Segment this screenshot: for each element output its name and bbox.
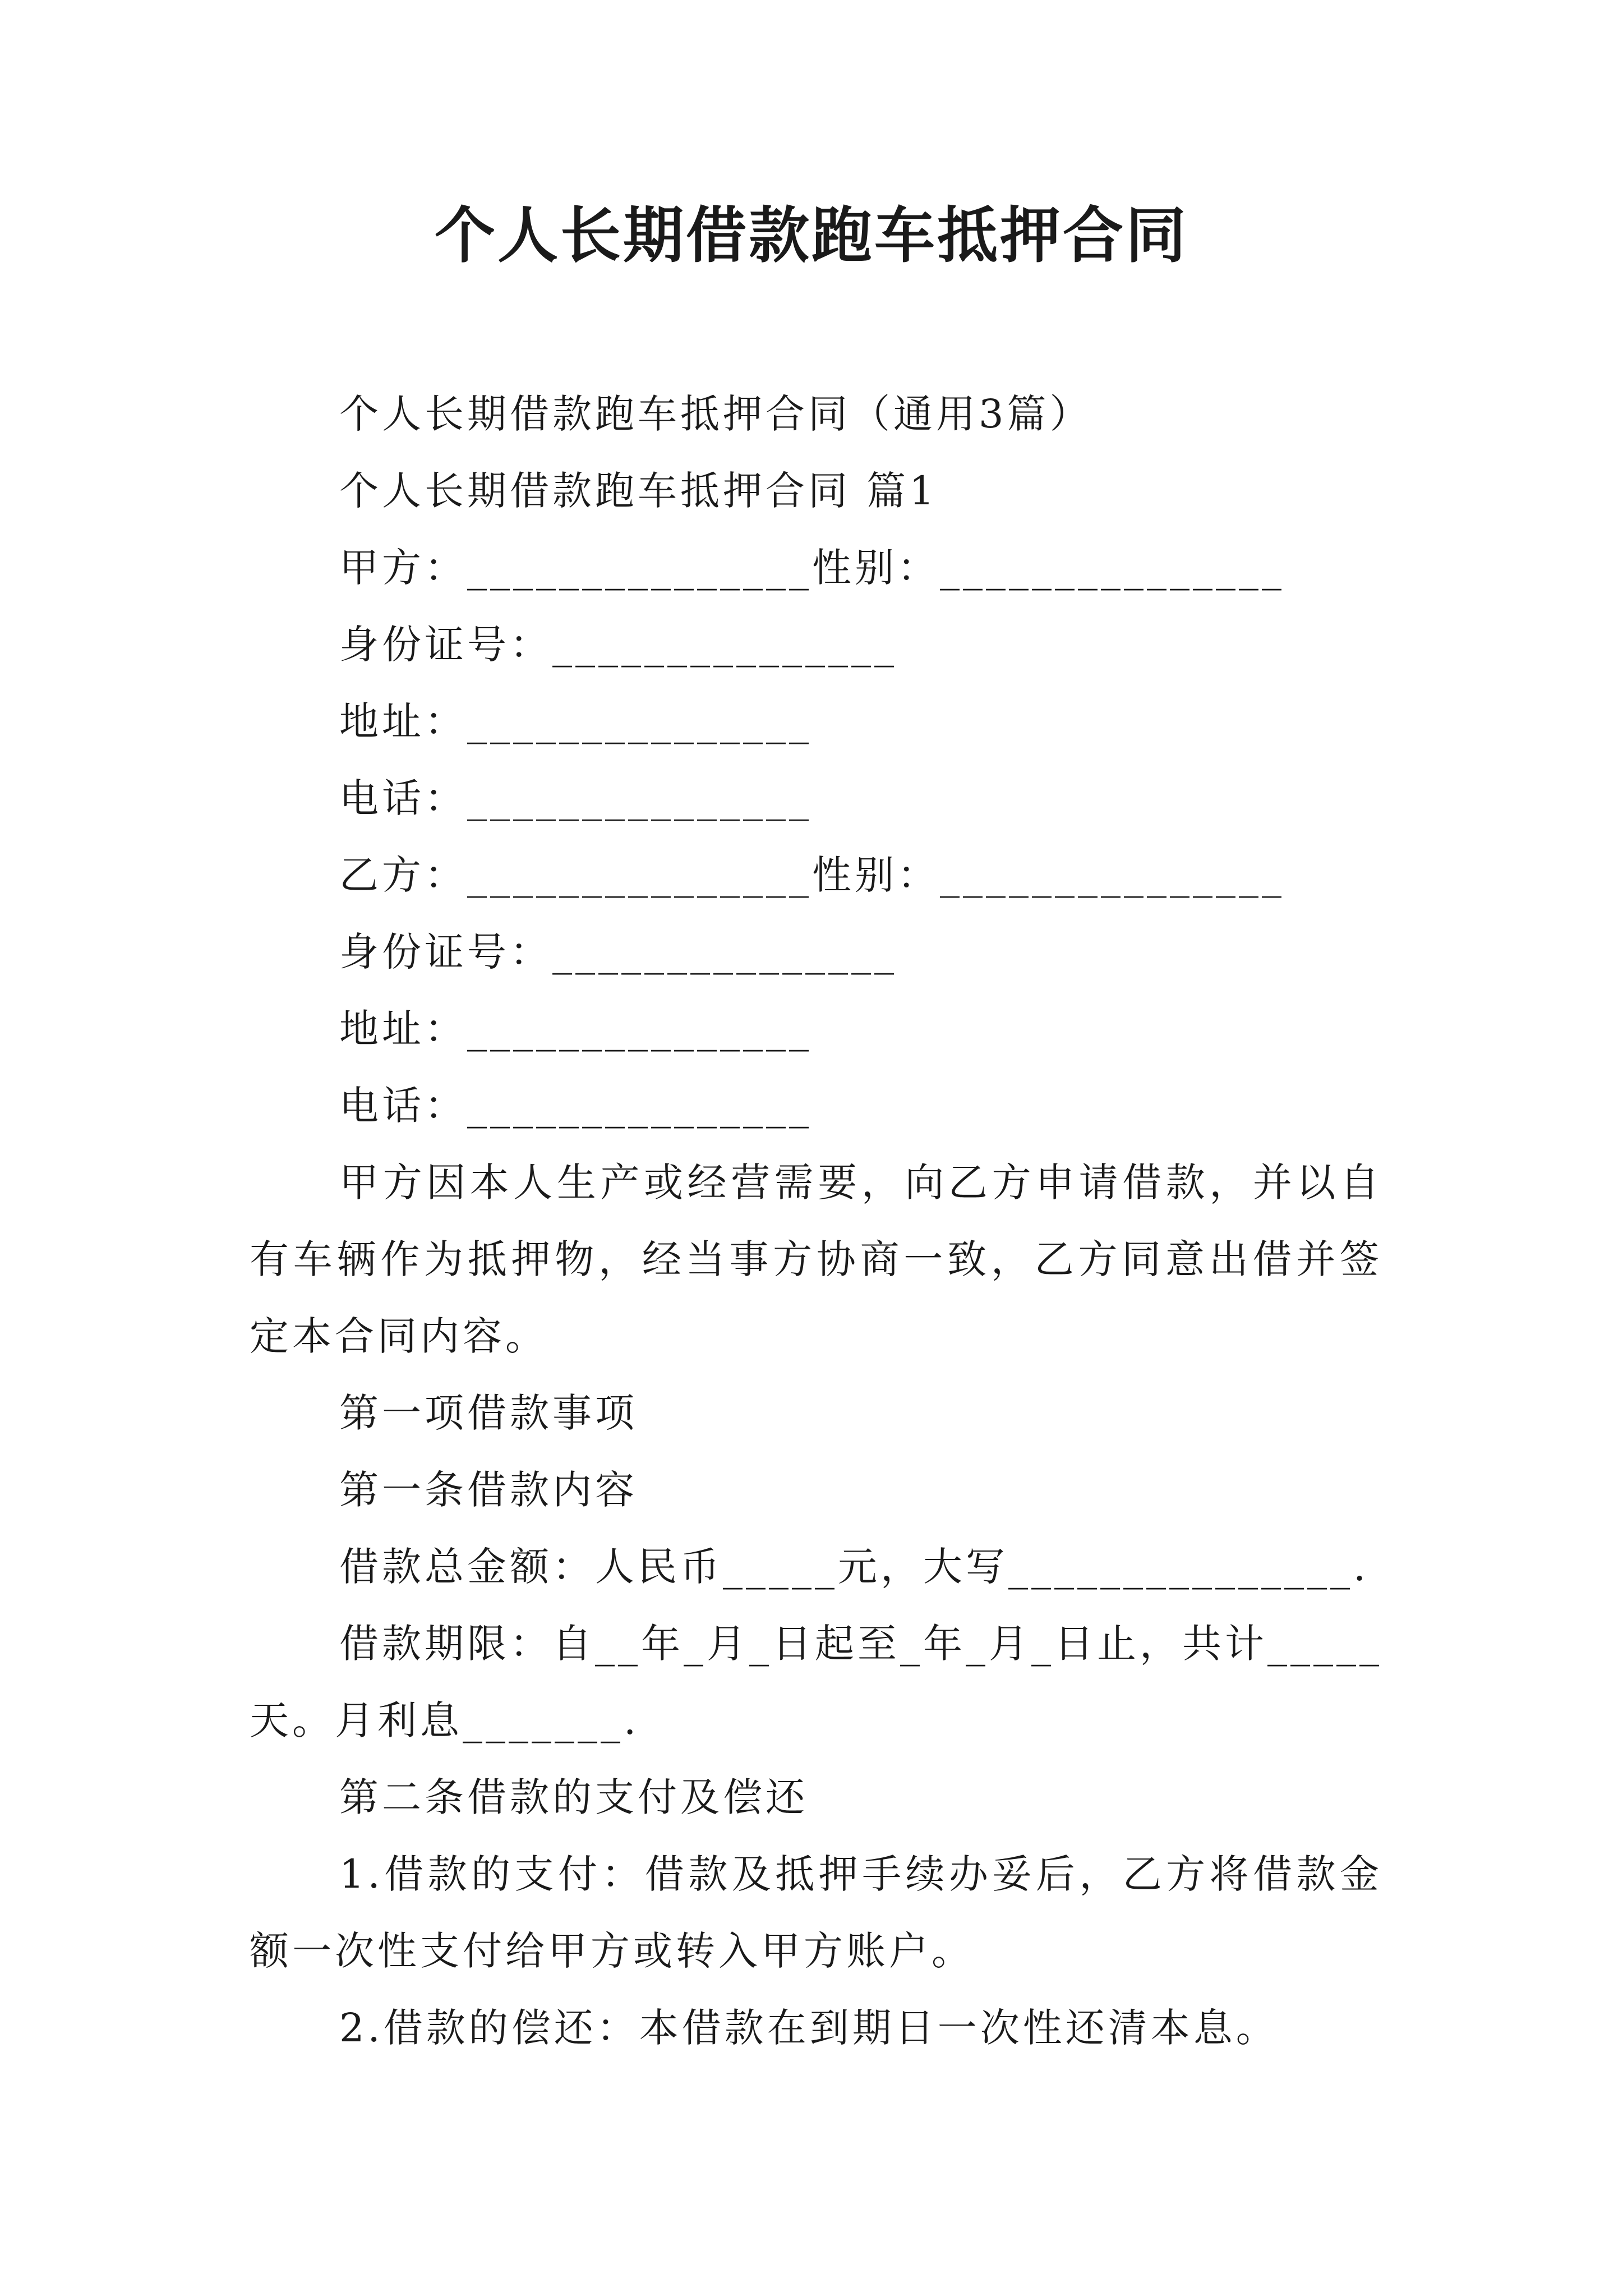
party-b-id-field: 身份证号：_______________: [339, 929, 897, 975]
subtitle-paragraph: 个人长期借款跑车抵押合同（通用3篇）: [339, 391, 1092, 437]
party-a-id-field: 身份证号：_______________: [339, 622, 897, 668]
document-body: [250, 376, 1382, 2067]
payment-clause: 1.借款的支付：借款及抵押手续办妥后，乙方将借款金额一次性支付给甲方或转入甲方账户。: [250, 1851, 1382, 1974]
repayment-clause: 2.借款的偿还：本借款在到期日一次性还清本息。: [339, 2005, 1279, 2051]
party-b-phone-field: 电话：_______________: [339, 1083, 812, 1129]
loan-amount-paragraph: 借款总金额：人民币_____元，大写_______________.: [339, 1544, 1370, 1590]
loan-term-paragraph: 借款期限：自__年_月_日起至_年_月_日止，共计_____天。月利息_______.: [250, 1621, 1382, 1743]
document-title: 个人长期借款跑车抵押合同: [434, 200, 1188, 271]
article-heading: 第二条借款的支付及偿还: [339, 1774, 808, 1820]
section-heading: 个人长期借款跑车抵押合同 篇1: [339, 468, 938, 514]
party-b-address-field: 地址：_______________: [339, 1006, 812, 1052]
party-b-name-field: 乙方：_______________性别：_______________: [339, 852, 1285, 898]
article-heading: 第一条借款内容: [339, 1467, 638, 1513]
party-a-phone-field: 电话：_______________: [339, 775, 812, 821]
item-heading: 第一项借款事项: [339, 1390, 638, 1436]
party-a-name-field: 甲方：_______________性别：_______________: [339, 545, 1285, 591]
party-a-address-field: 地址：_______________: [339, 698, 812, 744]
preamble-paragraph: 甲方因本人生产或经营需要，向乙方申请借款，并以自有车辆作为抵押物，经当事方协商一致，乙方同意出借并签定本合同内容。: [250, 1159, 1382, 1359]
